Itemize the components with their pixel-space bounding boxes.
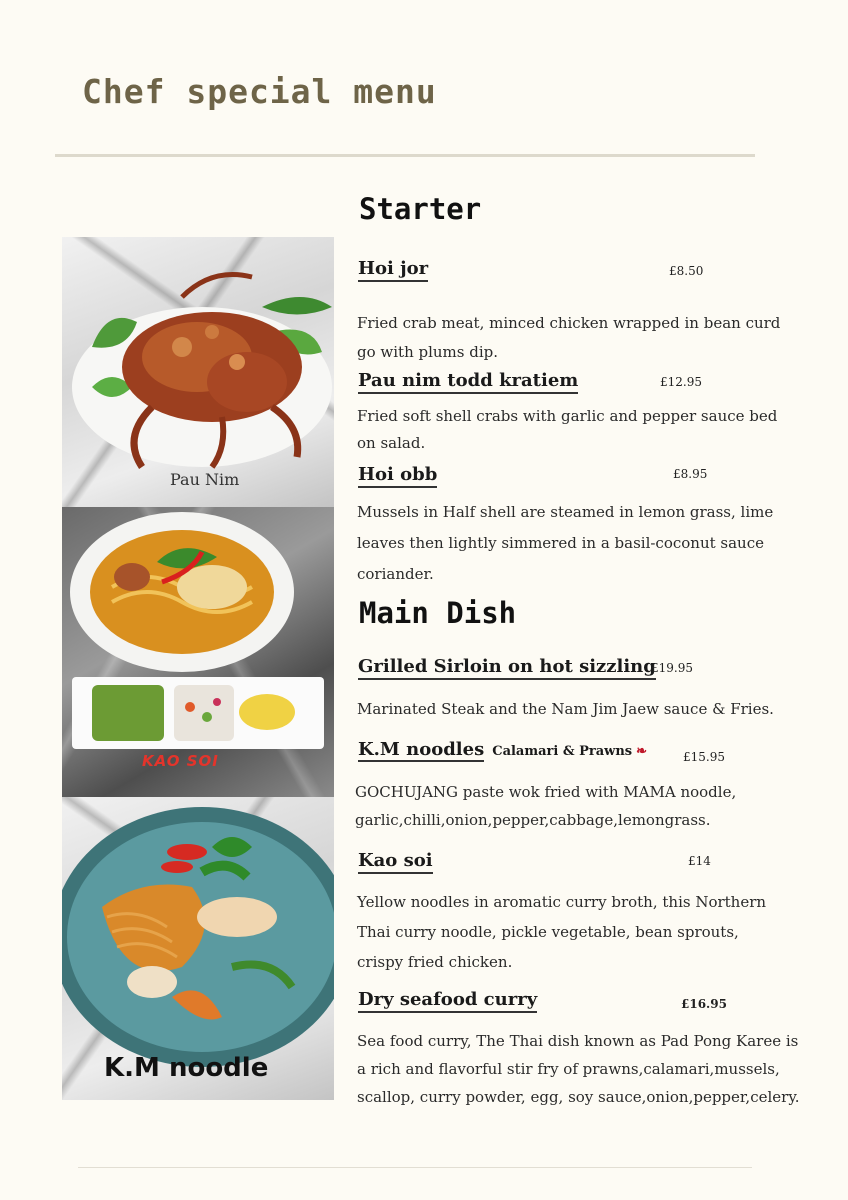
menu-item-name: Grilled Sirloin on hot sizzling bbox=[358, 656, 656, 680]
menu-item-price: £12.95 bbox=[660, 375, 702, 389]
fried-crab-illustration bbox=[62, 237, 334, 507]
menu-item-price: £8.50 bbox=[669, 264, 704, 278]
section-heading-starter: Starter bbox=[359, 192, 482, 226]
menu-item-name bbox=[358, 739, 647, 761]
menu-item-price: £19.95 bbox=[651, 661, 693, 675]
photo-caption-pau-nim: Pau Nim bbox=[170, 470, 240, 489]
photo-pau-nim bbox=[62, 237, 334, 507]
menu-item-name: Pau nim todd kratiem bbox=[358, 370, 578, 394]
menu-item-name: Dry seafood curry bbox=[358, 989, 537, 1013]
menu-item-name-text: K.M noodles bbox=[358, 739, 485, 760]
menu-item-description: Fried crab meat, minced chicken wrapped in bean curd go with plums dip. bbox=[357, 314, 781, 361]
menu-item-description: Fried soft shell crabs with garlic and pepper sauce bed on salad. bbox=[357, 407, 778, 452]
chili-pepper-icon: ❧ bbox=[636, 744, 648, 759]
menu-item-description: Mussels in Half shell are steamed in lemon grass, lime leaves then lightly simmered in a basil-coconut sauce coriander. bbox=[357, 503, 774, 583]
menu-item-description: Sea food curry, The Thai dish known as Pad Pong Karee is a rich and flavorful stir fry of prawns,calamari,mussels, scallop, curry powder, egg, soy sauce,onion,pepper,celery. bbox=[357, 1032, 800, 1106]
menu-item-price: £16.95 bbox=[681, 997, 727, 1011]
page-title: Chef special menu bbox=[82, 72, 437, 111]
menu-item-subtitle: Calamari & Prawns bbox=[492, 744, 633, 759]
menu-item-description: Yellow noodles in aromatic curry broth, this Northern Thai curry noodle, pickle vegetable, bean sprouts, crispy fried chicken. bbox=[357, 893, 767, 971]
menu-item-price: £15.95 bbox=[683, 750, 725, 764]
section-heading-main-dish: Main Dish bbox=[359, 596, 517, 630]
photo-caption-kao-soi: KAO SOI bbox=[142, 752, 219, 770]
photo-caption-km-noodle: K.M noodle bbox=[104, 1053, 269, 1083]
photo-kao-soi bbox=[62, 507, 334, 797]
menu-item-name: Kao soi bbox=[358, 850, 433, 874]
menu-item-price: £8.95 bbox=[673, 467, 708, 481]
footer-divider bbox=[78, 1167, 752, 1168]
menu-item-name: Hoi jor bbox=[358, 258, 428, 282]
photo-km-noodle bbox=[62, 797, 334, 1100]
menu-item-description: Marinated Steak and the Nam Jim Jaew sauce & Fries. bbox=[357, 700, 774, 718]
menu-item-price: £14 bbox=[688, 854, 711, 868]
menu-item-description: GOCHUJANG paste wok fried with MAMA noodle, garlic,chilli,onion,pepper,cabbage,lemongrass. bbox=[355, 783, 737, 829]
title-divider bbox=[55, 154, 755, 157]
menu-item-name: Hoi obb bbox=[358, 464, 437, 488]
